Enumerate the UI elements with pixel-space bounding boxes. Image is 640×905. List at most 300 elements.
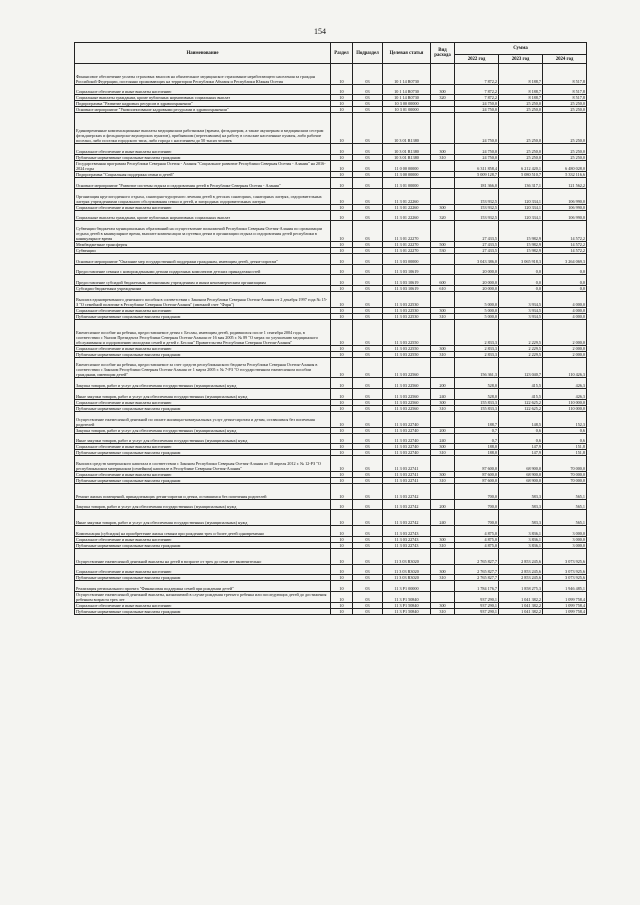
cell-name: Основное мероприятие "Оказание мер государственной поддержки гражданам, имеющим детей, детям-сиротам"	[75, 253, 331, 264]
cell-target: 11 3 03 22740	[383, 427, 431, 433]
cell-subsection: 03	[353, 405, 383, 411]
cell-2022: 0,7	[455, 433, 499, 444]
cell-expense-type: 320	[431, 95, 455, 101]
cell-2023: 68 900,0	[499, 456, 543, 472]
cell-section: 10	[331, 456, 353, 472]
cell-2024: 151,8	[543, 444, 587, 450]
cell-subsection: 03	[353, 357, 383, 378]
cell-section: 10	[331, 84, 353, 95]
cell-2024: 3 000,0	[543, 542, 587, 548]
cell-section: 10	[331, 275, 353, 286]
cell-2024: 3 073 925,6	[543, 575, 587, 581]
cell-subsection: 03	[353, 204, 383, 210]
cell-subsection: 03	[353, 536, 383, 542]
cell-expense-type: 300	[431, 144, 455, 155]
cell-section: 10	[331, 292, 353, 308]
budget-table	[74, 42, 587, 615]
cell-expense-type	[431, 456, 455, 472]
cell-2024: 25 250,0	[543, 155, 587, 161]
cell-section: 10	[331, 172, 353, 178]
cell-2024: 106 990,0	[543, 210, 587, 221]
table-row	[75, 221, 587, 242]
cell-2023: 3 836,1	[499, 542, 543, 548]
cell-2023: 0,0	[499, 275, 543, 286]
cell-2023: 136 317,1	[499, 178, 543, 189]
cell-section: 10	[331, 499, 353, 510]
cell-name: Ремонт жилых помещений, принадлежащих детям-сиротам и детям, оставшимся без попечения родителей	[75, 484, 331, 500]
table-row	[75, 564, 587, 575]
cell-2024: 121 562,2	[543, 178, 587, 189]
cell-2023: 25 250,0	[499, 101, 543, 107]
table-row	[75, 178, 587, 189]
cell-section: 10	[331, 204, 353, 210]
cell-name: Социальное обеспечение и иные выплаты населению	[75, 204, 331, 210]
cell-expense-type: 240	[431, 510, 455, 526]
cell-subsection: 03	[353, 210, 383, 221]
cell-section: 10	[331, 188, 353, 204]
cell-name: Закупка товаров, работ и услуг для обеспечения государственных (муниципальных) нужд	[75, 427, 331, 433]
cell-2024: 25 250,0	[543, 144, 587, 155]
cell-name: Предоставление семьям с новорожденными детьми подарочных комплектов детских принадлежностей	[75, 264, 331, 275]
cell-expense-type: 610	[431, 286, 455, 292]
cell-subsection: 03	[353, 472, 383, 478]
cell-2024: 4 000,0	[543, 313, 587, 319]
table-row	[75, 84, 587, 95]
cell-target: 11 3 03 22560	[383, 399, 431, 405]
cell-2024: 110 000,0	[543, 405, 587, 411]
cell-2022: 4 875,0	[455, 536, 499, 542]
table-row	[75, 456, 587, 472]
cell-target: 11 3 03 22550	[383, 351, 431, 357]
cell-2023: 68 900,0	[499, 472, 543, 478]
cell-2024: 8 517,8	[543, 64, 587, 85]
cell-2022: 5 009 128,7	[455, 172, 499, 178]
cell-target: 11 3 03 R3020	[383, 564, 431, 575]
cell-target: 11 0 00 00000	[383, 161, 431, 172]
table-row	[75, 253, 587, 264]
cell-2024: 1 946 485,1	[543, 581, 587, 592]
cell-2022: 20 000,0	[455, 286, 499, 292]
cell-target: 10 3 01 R1380	[383, 113, 431, 144]
cell-2024: 0,6	[543, 433, 587, 444]
cell-name: Социальное обеспечение и иные выплаты населению	[75, 307, 331, 313]
cell-target: 10 1 14 R0730	[383, 84, 431, 95]
cell-name: Публичные нормативные социальные выплаты гражданам	[75, 478, 331, 484]
cell-expense-type: 310	[431, 405, 455, 411]
cell-expense-type: 310	[431, 313, 455, 319]
cell-expense-type	[431, 484, 455, 500]
cell-target: 11 3 03 22560	[383, 389, 431, 400]
cell-section: 10	[331, 564, 353, 575]
cell-subsection: 03	[353, 433, 383, 444]
cell-name: Компенсация (субсидия) на приобретение жилья семьям при рождении трех и более детей одновременно	[75, 526, 331, 537]
cell-section: 10	[331, 609, 353, 615]
cell-2024: 106 990,0	[543, 204, 587, 210]
cell-2023: 120 334,1	[499, 204, 543, 210]
cell-subsection: 03	[353, 292, 383, 308]
cell-2023: 0,6	[499, 433, 543, 444]
cell-subsection: 03	[353, 155, 383, 161]
table-row	[75, 433, 587, 444]
cell-section: 10	[331, 241, 353, 247]
cell-target: 11 3 03 22741	[383, 478, 431, 484]
cell-2022: 188,0	[455, 444, 499, 450]
header-expense-type: Вид расхода	[431, 43, 455, 64]
cell-2023: 3 836,1	[499, 526, 543, 537]
cell-target: 11 3 03 22550	[383, 319, 431, 345]
cell-2024: 70 000,0	[543, 472, 587, 478]
cell-expense-type: 300	[431, 84, 455, 95]
cell-2023: 8 188,7	[499, 64, 543, 85]
cell-expense-type	[431, 253, 455, 264]
cell-expense-type	[431, 292, 455, 308]
cell-2022: 0,7	[455, 427, 499, 433]
cell-target: 11 3 03 22740	[383, 411, 431, 427]
cell-subsection: 03	[353, 275, 383, 286]
cell-2024: 152,3	[543, 411, 587, 427]
cell-section: 10	[331, 357, 353, 378]
cell-2022: 2 765 827,7	[455, 564, 499, 575]
cell-target: 11 3 03 00000	[383, 253, 431, 264]
table-row	[75, 357, 587, 378]
cell-expense-type: 300	[431, 444, 455, 450]
cell-2022: 156 361,3	[455, 357, 499, 378]
cell-expense-type	[431, 319, 455, 345]
cell-2023: 120 334,1	[499, 210, 543, 221]
cell-subsection: 03	[353, 241, 383, 247]
table-row	[75, 389, 587, 400]
cell-section: 10	[331, 210, 353, 221]
cell-section: 10	[331, 542, 353, 548]
cell-expense-type: 310	[431, 609, 455, 615]
cell-target: 11 3 03 10619	[383, 286, 431, 292]
cell-2023: 15 982,9	[499, 247, 543, 253]
cell-subsection: 03	[353, 456, 383, 472]
cell-expense-type: 530	[431, 247, 455, 253]
cell-2024: 565,1	[543, 499, 587, 510]
cell-2022: 24 750,0	[455, 101, 499, 107]
cell-expense-type: 310	[431, 542, 455, 548]
cell-2024: 6 480 028,0	[543, 161, 587, 172]
cell-name: Осуществление ежемесячной денежной выплаты на детей в возрасте от трех до семи лет включительно	[75, 548, 331, 564]
cell-2024: 565,1	[543, 510, 587, 526]
table-row	[75, 144, 587, 155]
cell-2022: 24 750,0	[455, 155, 499, 161]
cell-name: Публичные нормативные социальные выплаты гражданам	[75, 405, 331, 411]
cell-section: 10	[331, 178, 353, 189]
table-row	[75, 64, 587, 85]
cell-2024: 3 073 925,6	[543, 548, 587, 564]
cell-expense-type	[431, 113, 455, 144]
cell-2022: 5 000,0	[455, 292, 499, 308]
cell-2024: 4 000,0	[543, 307, 587, 313]
cell-2024: 1 099 758,4	[543, 592, 587, 603]
cell-2023: 3 065 918,3	[499, 253, 543, 264]
cell-2023: 2 853 245,6	[499, 548, 543, 564]
cell-name: Ежемесячное пособие на ребенка, предоставляемое за счет средств республиканского бюджета Республики Северная Осетия-Алания в соответствии с Законом Республики Северная Осетия-Алания от 1 марта 2005 г. № 7-РЗ "О государственном ежемесячном пособии гражданам, имеющим детей"	[75, 357, 331, 378]
cell-section: 10	[331, 307, 353, 313]
cell-subsection: 03	[353, 411, 383, 427]
cell-2023: 5 080 510,7	[499, 172, 543, 178]
cell-expense-type: 300	[431, 204, 455, 210]
cell-2022: 153 932,5	[455, 188, 499, 204]
cell-2022: 87 600,0	[455, 472, 499, 478]
cell-2023: 1 041 382,2	[499, 603, 543, 609]
cell-section: 10	[331, 286, 353, 292]
cell-expense-type: 310	[431, 575, 455, 581]
cell-target: 11 3 01 22270	[383, 221, 431, 242]
cell-section: 10	[331, 389, 353, 400]
cell-section: 10	[331, 399, 353, 405]
cell-expense-type: 300	[431, 307, 455, 313]
cell-2023: 2 853 245,6	[499, 564, 543, 575]
cell-subsection: 03	[353, 484, 383, 500]
cell-name: Реализация регионального проекта "Финансовая поддержка семей при рождении детей"	[75, 581, 331, 592]
cell-target: 10 3 01 00000	[383, 107, 431, 113]
cell-name: Иные закупки товаров, работ и услуг для обеспечения государственных (муниципальных) нужд	[75, 389, 331, 400]
cell-name: Иные закупки товаров, работ и услуг для обеспечения государственных (муниципальных) нужд	[75, 510, 331, 526]
cell-subsection: 03	[353, 427, 383, 433]
cell-2023: 1 041 382,2	[499, 592, 543, 603]
cell-name: Субвенции бюджетам муниципальных образований на осуществление полномочий Республики Северная Осетия-Алания по организации отдыха детей в каникулярное время, выплате компенсации за путевки детям в организации отдыха и оздоровления детей республики в каникулярное время	[75, 221, 331, 242]
cell-target: 11 3 P1 50840	[383, 603, 431, 609]
cell-section: 10	[331, 264, 353, 275]
cell-subsection: 03	[353, 603, 383, 609]
cell-2024: 3 000,0	[543, 526, 587, 537]
table-row	[75, 188, 587, 204]
cell-2024: 3 000,0	[543, 536, 587, 542]
cell-name: Публичные нормативные социальные выплаты гражданам	[75, 450, 331, 456]
cell-2022: 7 872,2	[455, 84, 499, 95]
cell-target: 11 3 01 00000	[383, 178, 431, 189]
cell-section: 10	[331, 575, 353, 581]
cell-2023: 1 858 275,3	[499, 581, 543, 592]
cell-2024: 8 517,8	[543, 95, 587, 101]
cell-expense-type: 200	[431, 378, 455, 389]
cell-2023: 8 188,7	[499, 84, 543, 95]
cell-subsection: 03	[353, 84, 383, 95]
cell-2023: 583,3	[499, 510, 543, 526]
cell-name: Публичные нормативные социальные выплаты гражданам	[75, 351, 331, 357]
cell-2022: 4 875,0	[455, 542, 499, 548]
cell-subsection: 03	[353, 542, 383, 548]
cell-subsection: 03	[353, 178, 383, 189]
cell-name: Выплата средств материнского капитала в соответствии с Законом Республики Северная Осетия-Алания от 18 апреля 2012 г. № 12-РЗ "О республиканском материнском (семейном) капитале в Республике Северная Осетия-Алания"	[75, 456, 331, 472]
cell-target: 11 3 03 R3020	[383, 548, 431, 564]
cell-expense-type: 310	[431, 155, 455, 161]
cell-2022: 2 833,3	[455, 345, 499, 351]
cell-name: Основное мероприятие "Развитие системы отдыха и оздоровления детей в Республике Северная Осетия - Алания"	[75, 178, 331, 189]
cell-2023: 415,5	[499, 378, 543, 389]
cell-2022: 2 765 827,7	[455, 575, 499, 581]
cell-2023: 2 229,5	[499, 319, 543, 345]
cell-subsection: 03	[353, 450, 383, 456]
table-row	[75, 113, 587, 144]
cell-target: 11 3 03 22743	[383, 542, 431, 548]
cell-name: Организация круглогодичного отдыха, санаторно-курортного лечения детей в детских санаториях, санаторных лагерях, оздоровительных лагерях учреждениями социального обслуживания семьи и детей, и загородных оздоровительных лагерях	[75, 188, 331, 204]
table-row	[75, 499, 587, 510]
cell-2023: 25 250,0	[499, 113, 543, 144]
cell-2023: 0,0	[499, 286, 543, 292]
cell-expense-type: 300	[431, 399, 455, 405]
cell-2023: 122 625,2	[499, 405, 543, 411]
cell-subsection: 03	[353, 107, 383, 113]
cell-expense-type	[431, 221, 455, 242]
cell-name: Осуществление ежемесячной денежной выплаты, назначаемой в случае рождения третьего ребенка или последующих детей до достижения ребенком возраста трех лет	[75, 592, 331, 603]
cell-name: Предоставление субсидий бюджетным, автономным учреждениям и иным некоммерческим организациям	[75, 275, 331, 286]
cell-name: Социальное обеспечение и иные выплаты населению	[75, 603, 331, 609]
cell-section: 10	[331, 253, 353, 264]
cell-2022: 155 833,3	[455, 399, 499, 405]
cell-2023: 2 229,5	[499, 351, 543, 357]
cell-expense-type	[431, 357, 455, 378]
cell-subsection: 03	[353, 307, 383, 313]
table-body	[75, 64, 587, 615]
cell-subsection: 03	[353, 564, 383, 575]
cell-2022: 7 872,2	[455, 64, 499, 85]
cell-2024: 2 000,0	[543, 345, 587, 351]
cell-2024: 70 000,0	[543, 456, 587, 472]
cell-section: 10	[331, 478, 353, 484]
cell-expense-type: 300	[431, 345, 455, 351]
cell-2022: 87 600,0	[455, 478, 499, 484]
table-row	[75, 609, 587, 615]
cell-2023: 25 250,0	[499, 107, 543, 113]
cell-section: 10	[331, 345, 353, 351]
cell-section: 10	[331, 548, 353, 564]
cell-name: Социальное обеспечение и иные выплаты населению	[75, 472, 331, 478]
cell-section: 10	[331, 64, 353, 85]
cell-2024: 3 073 925,6	[543, 564, 587, 575]
cell-subsection: 03	[353, 286, 383, 292]
table-row	[75, 581, 587, 592]
cell-2022: 188,7	[455, 411, 499, 427]
cell-2023: 25 250,0	[499, 144, 543, 155]
cell-expense-type	[431, 526, 455, 537]
table-row	[75, 210, 587, 221]
cell-subsection: 03	[353, 264, 383, 275]
cell-expense-type	[431, 411, 455, 427]
cell-target: 11 3 00 00000	[383, 172, 431, 178]
cell-section: 10	[331, 313, 353, 319]
cell-target: 11 3 03 22741	[383, 472, 431, 478]
cell-name: Социальное обеспечение и иные выплаты населению	[75, 536, 331, 542]
cell-2024: 0,0	[543, 286, 587, 292]
cell-target: 11 3 01 22270	[383, 247, 431, 253]
cell-name: Публичные нормативные социальные выплаты гражданам	[75, 313, 331, 319]
cell-2022: 5 000,0	[455, 313, 499, 319]
cell-2022: 27 433,5	[455, 247, 499, 253]
cell-target: 11 3 03 22740	[383, 433, 431, 444]
cell-target: 11 3 01 22260	[383, 210, 431, 221]
cell-name: Выплата единовременного денежного пособия в соответствии с Законом Республики Северная Осетия-Алания от 2 декабря 1997 года № 15-З "О семейной политике в Республике Северная Осетия-Алания" (именной счет "Фарн")	[75, 292, 331, 308]
cell-subsection: 03	[353, 113, 383, 144]
cell-target: 11 3 03 22530	[383, 292, 431, 308]
cell-2024: 70 000,0	[543, 478, 587, 484]
cell-target: 11 3 P1 50840	[383, 609, 431, 615]
cell-section: 10	[331, 221, 353, 242]
cell-2024: 151,8	[543, 450, 587, 456]
table-row	[75, 275, 587, 286]
cell-name: Закупка товаров, работ и услуг для обеспечения государственных (муниципальных) нужд	[75, 499, 331, 510]
table-row	[75, 292, 587, 308]
cell-2022: 528,0	[455, 389, 499, 400]
cell-expense-type	[431, 264, 455, 275]
header-2022: 2022 год	[455, 55, 499, 64]
cell-name: Основное мероприятие "Укомплектование кадровыми ресурсами в здравоохранении"	[75, 107, 331, 113]
cell-2024: 110 000,0	[543, 399, 587, 405]
cell-2024: 8 517,8	[543, 84, 587, 95]
cell-target: 11 3 01 22260	[383, 204, 431, 210]
cell-2024: 106 990,0	[543, 188, 587, 204]
cell-subsection: 03	[353, 389, 383, 400]
cell-section: 10	[331, 536, 353, 542]
cell-subsection: 03	[353, 188, 383, 204]
cell-section: 10	[331, 603, 353, 609]
cell-section: 10	[331, 351, 353, 357]
cell-2022: 7 872,2	[455, 95, 499, 101]
cell-target: 11 3 03 10619	[383, 275, 431, 286]
cell-name: Социальное обеспечение и иные выплаты населению	[75, 345, 331, 351]
cell-2022: 155 833,3	[455, 405, 499, 411]
cell-name: Субсидии бюджетным учреждениям	[75, 286, 331, 292]
table-row	[75, 548, 587, 564]
cell-expense-type	[431, 581, 455, 592]
cell-2024: 426,3	[543, 389, 587, 400]
cell-section: 10	[331, 472, 353, 478]
cell-2024: 25 250,0	[543, 101, 587, 107]
cell-expense-type: 310	[431, 478, 455, 484]
cell-2022: 700,0	[455, 499, 499, 510]
cell-2022: 27 433,5	[455, 241, 499, 247]
cell-expense-type: 200	[431, 499, 455, 510]
cell-name: Межбюджетные трансферты	[75, 241, 331, 247]
cell-2023: 3 934,5	[499, 292, 543, 308]
cell-subsection: 03	[353, 444, 383, 450]
cell-name: Публичные нормативные социальные выплаты гражданам	[75, 542, 331, 548]
cell-name: Социальное обеспечение и иные выплаты населению	[75, 84, 331, 95]
cell-2024: 25 250,0	[543, 107, 587, 113]
cell-2022: 181 366,0	[455, 178, 499, 189]
cell-target: 11 3 03 22742	[383, 484, 431, 500]
cell-2023: 2 229,5	[499, 345, 543, 351]
cell-expense-type: 240	[431, 433, 455, 444]
header-section: Раздел	[331, 43, 353, 64]
cell-2024: 0,6	[543, 427, 587, 433]
cell-2024: 426,3	[543, 378, 587, 389]
cell-2022: 700,0	[455, 510, 499, 526]
cell-subsection: 03	[353, 351, 383, 357]
cell-target: 10 1 14 R0730	[383, 64, 431, 85]
cell-section: 10	[331, 155, 353, 161]
cell-2023: 583,3	[499, 484, 543, 500]
cell-2023: 6 212 420,1	[499, 161, 543, 172]
cell-section: 10	[331, 581, 353, 592]
cell-name: Социальное обеспечение и иные выплаты населению	[75, 144, 331, 155]
cell-2024: 4 000,0	[543, 292, 587, 308]
cell-2023: 147,9	[499, 450, 543, 456]
cell-expense-type: 500	[431, 241, 455, 247]
cell-name: Публичные нормативные социальные выплаты гражданам	[75, 575, 331, 581]
cell-subsection: 03	[353, 95, 383, 101]
cell-expense-type: 300	[431, 603, 455, 609]
cell-section: 10	[331, 510, 353, 526]
cell-expense-type: 200	[431, 427, 455, 433]
cell-2024: 14 572,2	[543, 247, 587, 253]
cell-2022: 5 000,0	[455, 307, 499, 313]
cell-2022: 700,0	[455, 484, 499, 500]
table-row	[75, 526, 587, 537]
